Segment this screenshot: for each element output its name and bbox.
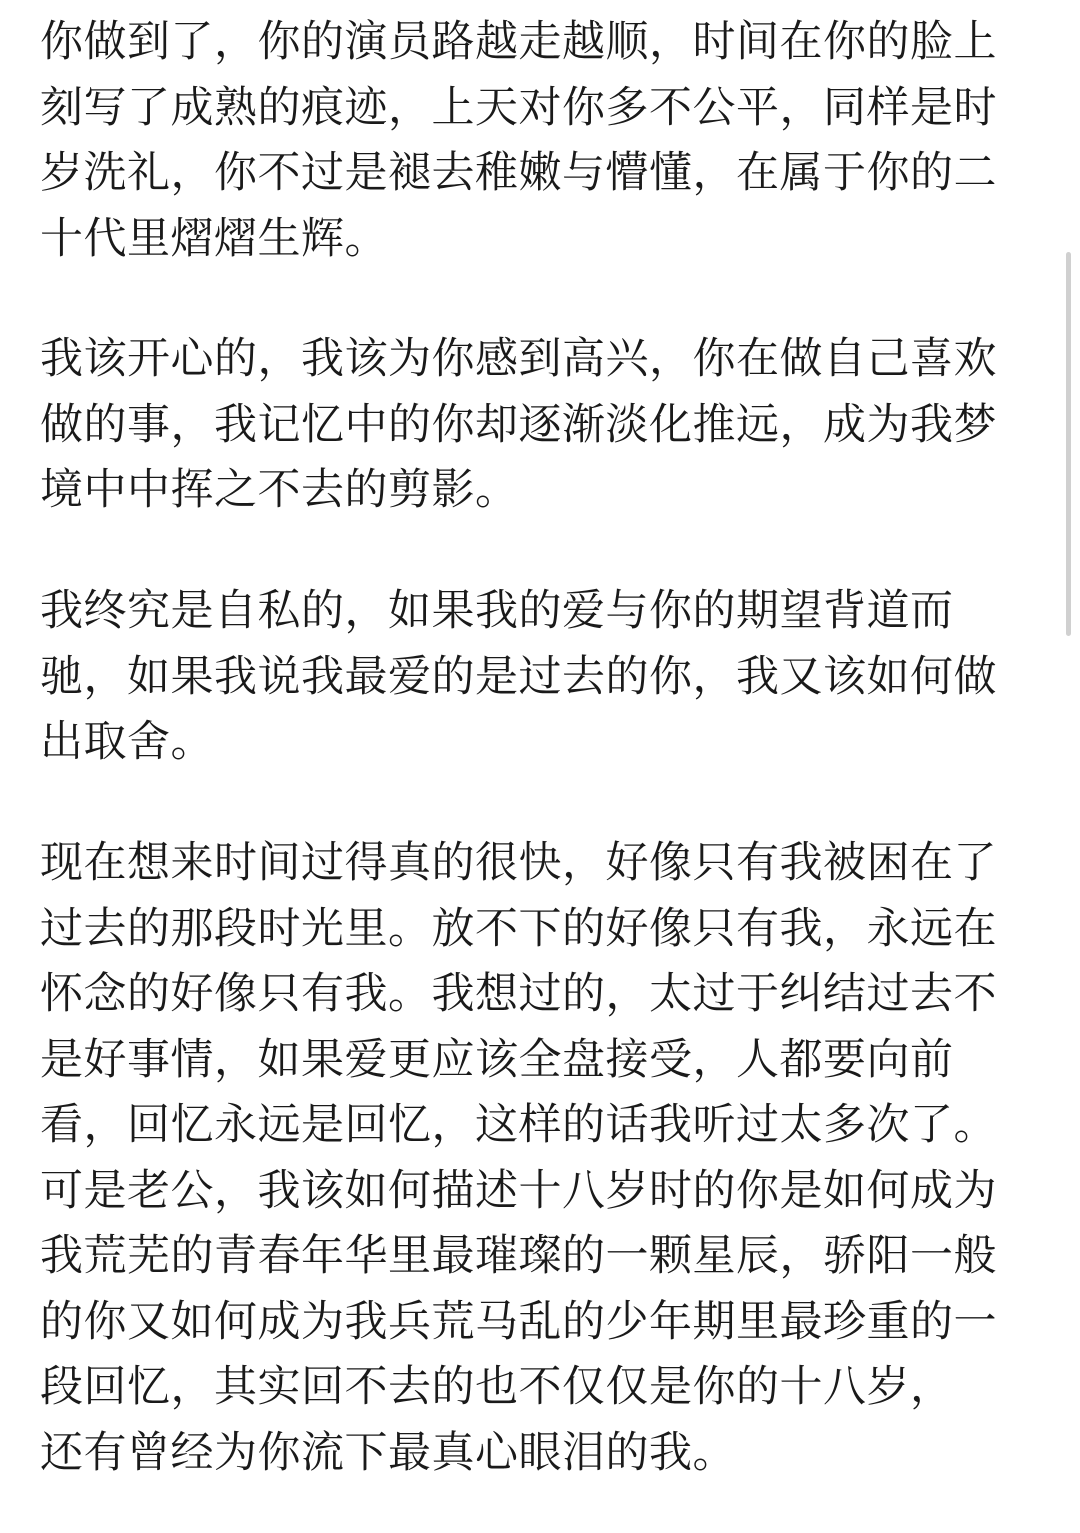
- paragraph-3: [40, 579, 1040, 776]
- text-line: 现在想来时间过得真的很快，好像只有我被困在了: [40, 838, 997, 888]
- paragraph-4: [40, 831, 1040, 1486]
- text-line: 是好事情，如果爱更应该全盘接受，人都要向前: [40, 1034, 954, 1085]
- text-line: 段回忆，其实回不去的也不仅仅是你的十八岁，: [40, 1362, 954, 1412]
- text-line: 刻写了成熟的痕迹，上天对你多不公平，同样是时: [40, 82, 997, 133]
- text-line: 做的事，我记忆中的你却逐渐淡化推远，成为我梦: [40, 399, 997, 450]
- text-line: 你做到了，你的演员路越走越顺，时间在你的脸上: [40, 17, 997, 67]
- text-line: 可是老公，我该如何描述十八岁时的你是如何成为: [40, 1165, 997, 1216]
- text-line: 出取舍。: [40, 717, 214, 767]
- text-line: 怀念的好像只有我。我想过的，太过于纠结过去不: [40, 969, 997, 1019]
- text-line: 我荒芜的青春年华里最璀璨的一颗星辰，骄阳一般: [40, 1231, 997, 1281]
- text-line: 境中中挥之不去的剪影。: [40, 465, 519, 515]
- text-line: 我终究是自私的，如果我的爱与你的期望背道而: [40, 586, 954, 636]
- text-line: 驰，如果我说我最爱的是过去的你，我又该如何做: [40, 651, 997, 702]
- paragraph-2: [40, 327, 1040, 524]
- text-line: 还有曾经为你流下最真心眼泪的我。: [40, 1427, 736, 1478]
- paragraph-1: [40, 10, 1040, 272]
- text-line: 看，回忆永远是回忆，这样的话我听过太多次了。: [40, 1100, 997, 1150]
- text-line: 的你又如何成为我兵荒马乱的少年期里最珍重的一: [40, 1296, 997, 1347]
- text-line: 岁洗礼，你不过是褪去稚嫩与懵懂，在属于你的二: [40, 148, 997, 198]
- text-line: 我该开心的，我该为你感到高兴，你在做自己喜欢: [40, 334, 997, 384]
- text-line: 过去的那段时光里。放不下的好像只有我，永远在: [40, 903, 997, 954]
- text-line: 十代里熠熠生辉。: [40, 213, 388, 264]
- vertical-scrollbar[interactable]: [1066, 252, 1071, 636]
